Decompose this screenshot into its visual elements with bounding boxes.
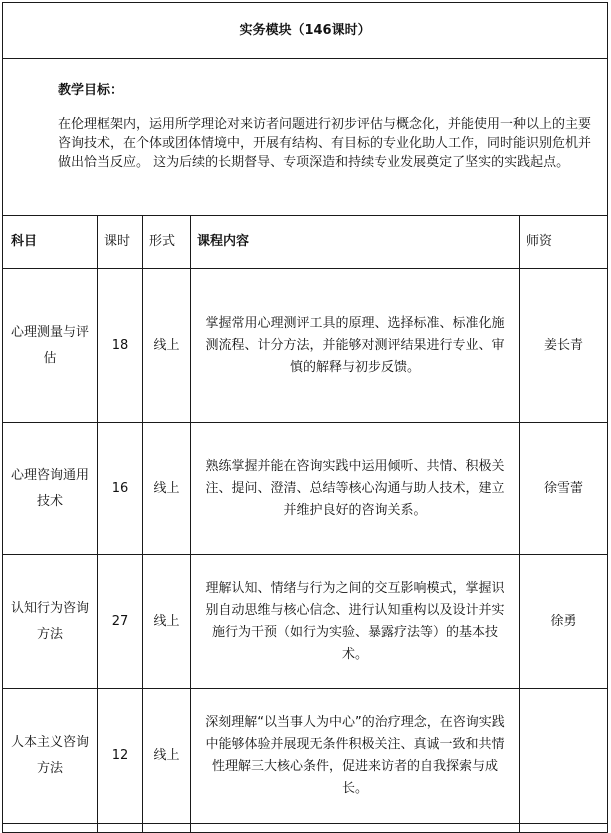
content-cell: 深刻理解“以当事人为中心”的治疗理念，在咨询实践中能够体验并展现无条件积极关注、真诚一致和共情性理解三大核心条件，促进来访者的自我探索与成长。 xyxy=(191,689,520,824)
content-cell: 理解认知、情绪与行为之间的交互影响模式，掌握识别自动思维与核心信念、进行认知重构以及设计并实施行为干预（如行为实验、暴露疗法等）的基本技术。 xyxy=(191,555,520,689)
subject-cell: 心理测量与评估 xyxy=(3,269,98,423)
format-cell: 线上 xyxy=(143,555,191,689)
table-header-row xyxy=(3,216,608,269)
teacher-cell xyxy=(520,689,608,824)
hours-cell: 27 xyxy=(98,555,143,689)
hours-cell: 18 xyxy=(98,269,143,423)
subject-cell: 人本主义咨询方法 xyxy=(3,689,98,824)
teacher-cell: 徐雪蕾 xyxy=(520,423,608,555)
table-row xyxy=(3,555,608,689)
content-cell: 掌握常用心理测评工具的原理、选择标准、标准化施测流程、计分方法，并能够对测评结果进行专业、审慎的解释与初步反馈。 xyxy=(191,269,520,423)
header-subject: 科目 xyxy=(3,216,98,269)
objectives-text: 在伦理框架内，运用所学理论对来访者问题进行初步评估与概念化，并能使用一种以上的主要咨询技术，在个体或团体情境中，开展有结构、有目标的专业化助人工作，同时能识别危机并做出恰当反应。 这为后续的长期督导、专项深造和持续专业发展奠定了坚实的实践起点。 xyxy=(58,117,592,170)
objectives-heading: 教学目标： xyxy=(58,83,124,98)
table-row-partial xyxy=(3,824,608,833)
header-content: 课程内容 xyxy=(191,216,520,269)
content-cell: 熟练掌握并能在咨询实践中运用倾听、共情、积极关注、提问、澄清、总结等核心沟通与助人技术，建立并维护良好的咨询关系。 xyxy=(191,423,520,555)
header-hours: 课时 xyxy=(98,216,143,269)
subject-cell: 心理咨询通用技术 xyxy=(3,423,98,555)
header-teacher: 师资 xyxy=(520,216,608,269)
teacher-cell: 徐勇 xyxy=(520,555,608,689)
format-cell: 线上 xyxy=(143,423,191,555)
hours-cell: 16 xyxy=(98,423,143,555)
table-row xyxy=(3,269,608,423)
subject-cell: 认知行为咨询方法 xyxy=(3,555,98,689)
module-title: 实务模块（146课时） xyxy=(3,3,608,59)
table-row xyxy=(3,689,608,824)
format-cell: 线上 xyxy=(143,269,191,423)
table-row xyxy=(3,423,608,555)
teacher-cell: 姜长青 xyxy=(520,269,608,423)
hours-cell: 12 xyxy=(98,689,143,824)
header-format: 形式 xyxy=(143,216,191,269)
curriculum-table xyxy=(2,2,608,833)
objectives-section xyxy=(3,59,608,216)
format-cell: 线上 xyxy=(143,689,191,824)
